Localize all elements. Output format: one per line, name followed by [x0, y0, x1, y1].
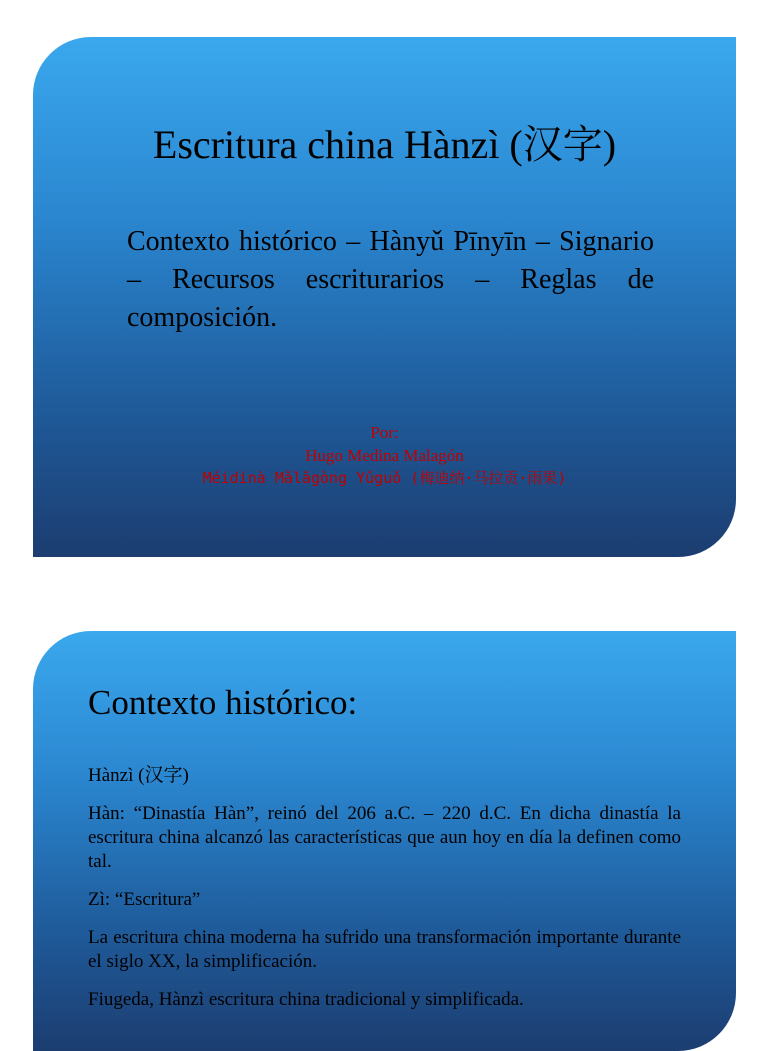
slide-body [88, 764, 681, 1026]
author-by-label: Por: [370, 423, 399, 442]
paragraph-han: Hàn: “Dinastía Hàn”, reinó del 206 a.C. – 220 d.C. En dicha dinastía la escritura china alcanzó las características que aun hoy en día la definen como tal. [88, 803, 681, 872]
author-chinese-name: Méidinà Mǎlāgòng Yǔguǒ (梅迪纳·马拉贡·雨果) [202, 469, 567, 487]
paragraph-figure: Fiugeda, Hànzì escritura china tradicional y simplificada. [88, 989, 524, 1010]
slide-title: Escritura china Hànzì (汉字) [152, 122, 617, 167]
title-slide [33, 37, 736, 557]
slide-title: Contexto histórico: [88, 683, 358, 722]
slide-subtitle: Contexto histórico – Hànyǔ Pīnyīn – Signario – Recursos escriturarios – Reglas de composición. [127, 226, 654, 333]
paragraph-zi: Zì: “Escritura” [88, 889, 201, 910]
paragraph-modern: La escritura china moderna ha sufrido una transformación importante durante el siglo XX, la simplificación. [88, 927, 681, 972]
paragraph-hanzi: Hànzì (汉字) [88, 765, 189, 786]
author-name: Hugo Medina Malagón [305, 446, 464, 465]
context-slide [33, 631, 736, 1051]
author-block [33, 421, 736, 490]
